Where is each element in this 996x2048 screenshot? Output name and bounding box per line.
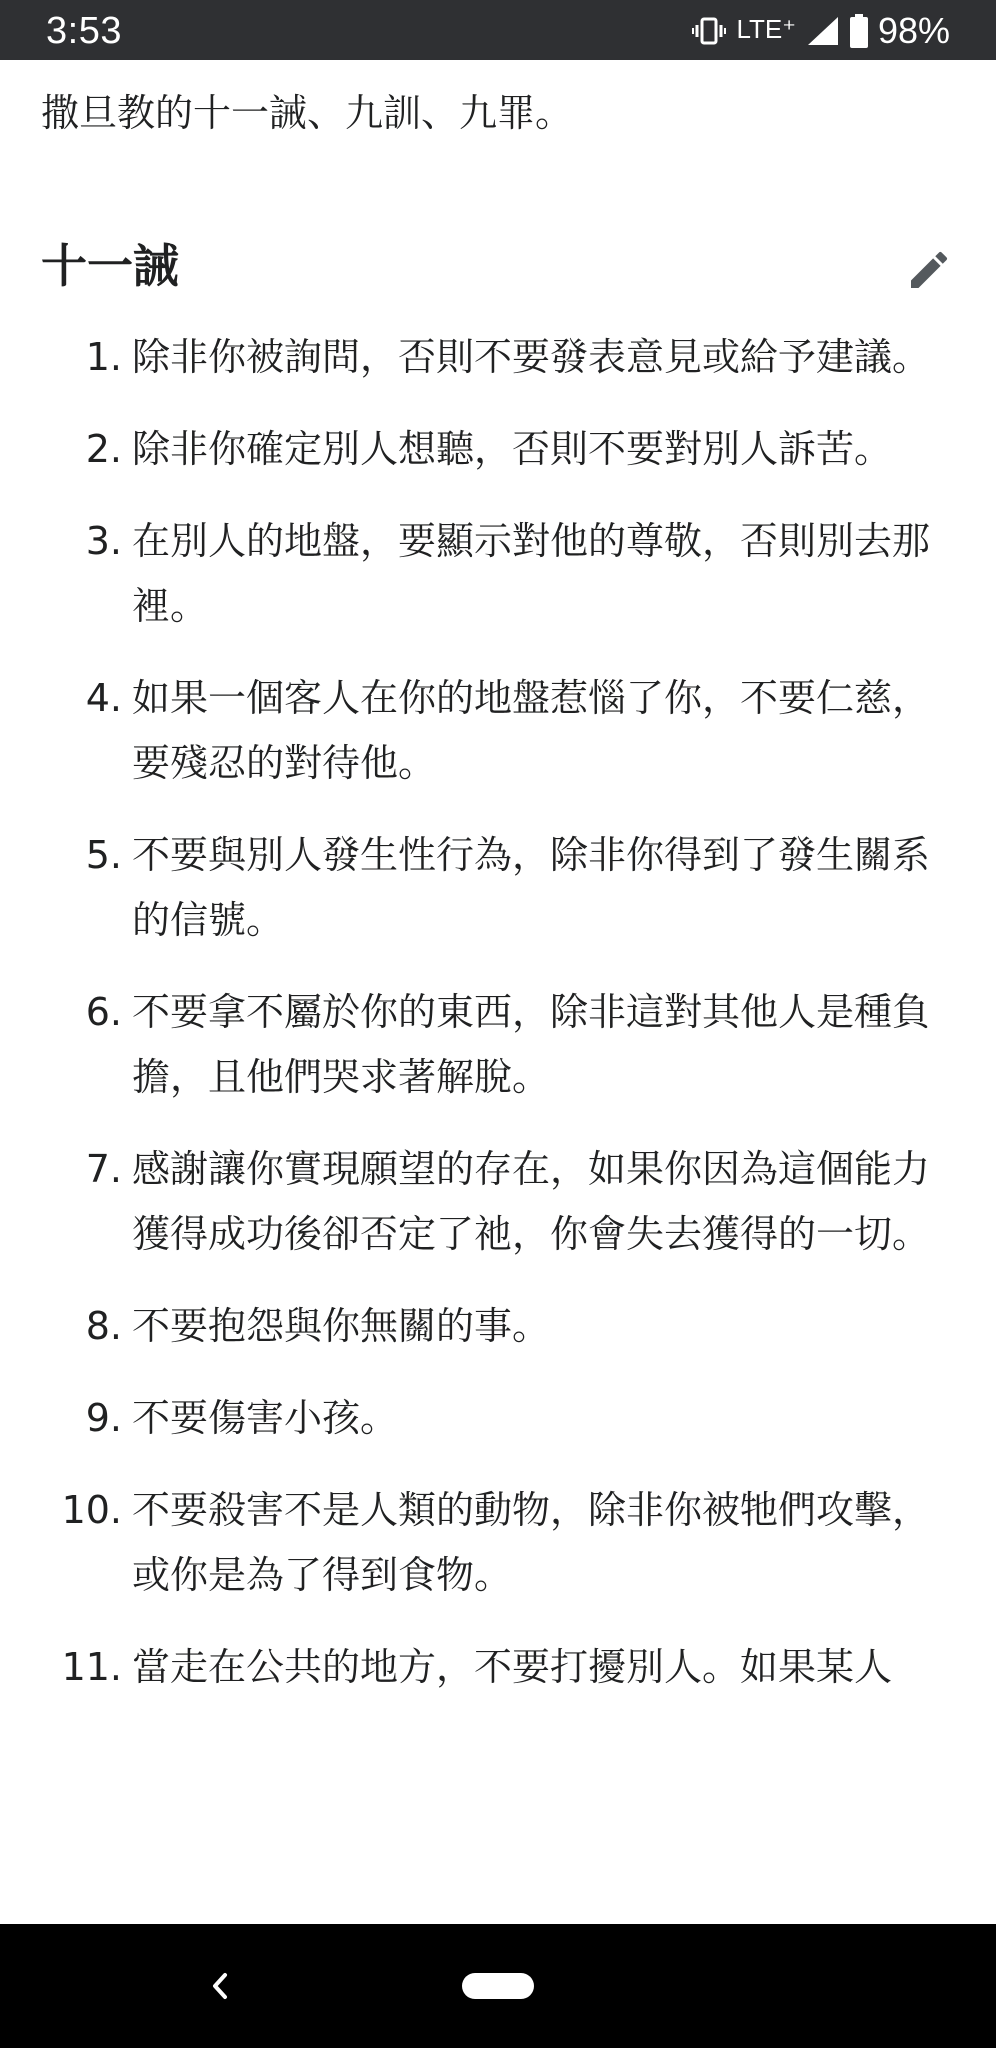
vibrate-icon	[692, 17, 726, 45]
pencil-icon[interactable]	[905, 246, 953, 294]
list-item	[0, 509, 996, 639]
list-item-text: 如果一個客人在你的地盤惹惱了你，不要仁慈，要殘忍的對待他。	[132, 676, 931, 785]
network-type-label: LTE⁺	[736, 14, 796, 44]
list-item-number: 1.	[85, 335, 122, 379]
list-item	[0, 1386, 996, 1451]
list-item-number: 2.	[85, 427, 122, 471]
list-item-text: 不要拿不屬於你的東西，除非這對其他人是種負擔，且他們哭求著解脫。	[132, 990, 931, 1099]
signal-icon	[806, 15, 840, 47]
list-item-number: 11.	[61, 1645, 122, 1689]
list-item-text: 在別人的地盤，要顯示對他的尊敬，否則別去那裡。	[132, 519, 931, 628]
list-item-text: 不要傷害小孩。	[132, 1396, 399, 1440]
list-item-text: 除非你被詢問，否則不要發表意見或給予建議。	[132, 335, 931, 379]
chevron-left-icon[interactable]	[200, 1966, 240, 2006]
list-item	[0, 1478, 996, 1608]
home-pill-icon[interactable]	[462, 1973, 534, 1999]
list-item-number: 7.	[85, 1147, 122, 1191]
list-item	[0, 1294, 996, 1359]
status-time: 3:53	[46, 10, 122, 52]
list-item	[0, 980, 996, 1110]
list-item-text: 不要抱怨與你無關的事。	[132, 1304, 551, 1348]
status-bar	[0, 0, 996, 60]
intro-text: 撒旦教的十一誡、九訓、九罪。	[41, 91, 574, 135]
list-item-text: 不要與別人發生性行為，除非你得到了發生關系的信號。	[132, 833, 931, 942]
list-item	[0, 666, 996, 796]
list-item-number: 8.	[85, 1304, 122, 1348]
list-item	[0, 1635, 996, 1700]
status-icons	[692, 8, 950, 54]
list-item-number: 5.	[85, 833, 122, 877]
list-item-text: 不要殺害不是人類的動物，除非你被牠們攻擊，或你是為了得到食物。	[132, 1488, 931, 1597]
list-item	[0, 417, 996, 482]
list-item-number: 10.	[61, 1488, 122, 1532]
list-item-number: 3.	[85, 519, 122, 563]
list-item	[0, 1137, 996, 1267]
navigation-bar	[0, 1924, 996, 2048]
list-item-text: 感謝讓你實現願望的存在，如果你因為這個能力獲得成功後卻否定了祂，你會失去獲得的一切。	[132, 1147, 931, 1256]
rule-list	[0, 325, 996, 1727]
list-item	[0, 823, 996, 953]
list-item-number: 9.	[85, 1396, 122, 1440]
list-item	[0, 325, 996, 390]
list-item-text: 當走在公共的地方，不要打擾別人。如果某人	[132, 1645, 893, 1689]
article-content	[0, 60, 996, 1924]
list-item-number: 4.	[85, 676, 122, 720]
section-heading: 十一誡	[41, 239, 179, 293]
list-item-text: 除非你確定別人想聽，否則不要對別人訴苦。	[132, 427, 893, 471]
list-item-number: 6.	[85, 990, 122, 1034]
battery-icon	[850, 14, 868, 48]
battery-percent: 98%	[877, 10, 950, 51]
